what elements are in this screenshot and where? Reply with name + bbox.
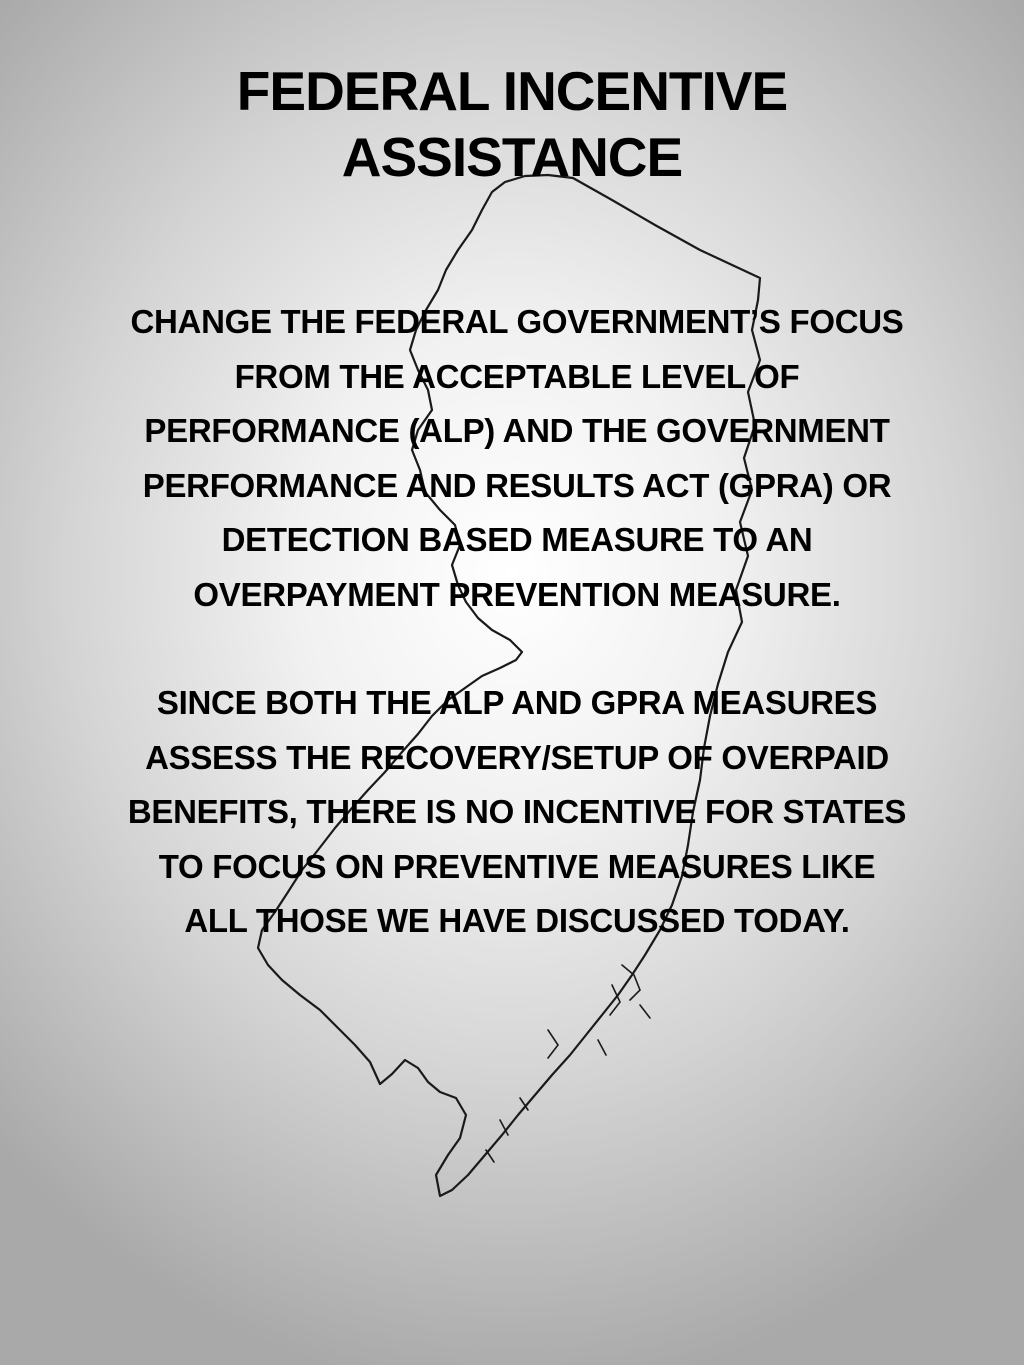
paragraph-line: ALL THOSE WE HAVE DISCUSSED TODAY. bbox=[184, 902, 850, 939]
paragraph-line: FROM THE ACCEPTABLE LEVEL OF bbox=[234, 357, 800, 395]
paragraph-line: PERFORMANCE AND RESULTS ACT (GPRA) OR bbox=[142, 466, 892, 504]
paragraph-line: BENEFITS, THERE IS NO INCENTIVE FOR STATES bbox=[127, 793, 907, 830]
paragraph-line: TO FOCUS ON PREVENTIVE MEASURES LIKE bbox=[158, 847, 876, 885]
title-line: FEDERAL INCENTIVE bbox=[236, 60, 788, 122]
title-line: ASSISTANCE bbox=[341, 126, 683, 188]
slide-title bbox=[0, 58, 1024, 190]
body-paragraph-incentive-rationale bbox=[62, 676, 972, 949]
paragraph-line: SINCE BOTH THE ALP AND GPRA MEASURES bbox=[156, 684, 878, 721]
paragraph-line: OVERPAYMENT PREVENTION MEASURE. bbox=[193, 575, 841, 613]
paragraph-line: CHANGE THE FEDERAL GOVERNMENT’S FOCUS bbox=[130, 303, 904, 340]
paragraph-line: DETECTION BASED MEASURE TO AN bbox=[221, 521, 813, 558]
paragraph-line: ASSESS THE RECOVERY/SETUP OF OVERPAID bbox=[145, 738, 889, 776]
body-paragraph-focus-change bbox=[62, 295, 972, 622]
paragraph-line: PERFORMANCE (ALP) AND THE GOVERNMENT bbox=[144, 412, 890, 449]
